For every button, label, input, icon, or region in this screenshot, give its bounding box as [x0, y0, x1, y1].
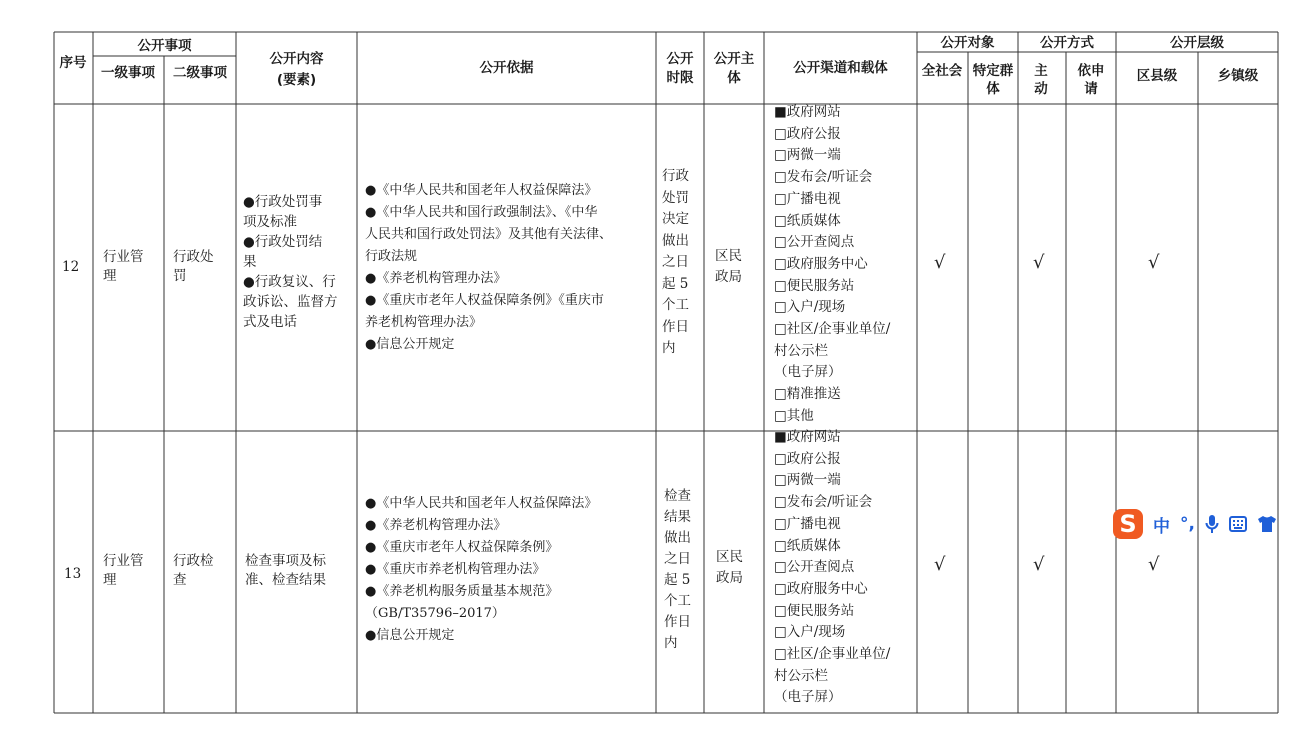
- header-level-group: 公开层级: [1170, 35, 1224, 51]
- row13-level1: 行业管 理: [103, 553, 144, 588]
- row13-level2: 行政检 查: [173, 553, 214, 588]
- header-level2: 二级事项: [173, 65, 227, 81]
- row13-check-active: √: [1033, 554, 1045, 575]
- ime-toolbar[interactable]: [1113, 507, 1310, 541]
- microphone-icon[interactable]: [1205, 514, 1219, 534]
- row12-time-limit: 行政 处罚 决定 做出 之日 起 5 个工 作日 内: [662, 168, 689, 356]
- header-method-group: 公开方式: [1040, 35, 1094, 51]
- header-basis: 公开依据: [479, 60, 534, 76]
- header-target-specific: 特定群体: [972, 63, 1014, 97]
- row13-time-limit: 检查 结果 做出 之日 起 5 个工 作日 内: [664, 488, 691, 651]
- ime-punctuation-toggle[interactable]: °,: [1180, 514, 1195, 534]
- row13-channels: ■政府网站 □政府公报 □两微一端 □发布会/听证会 □广播电视 □纸质媒体 □公开查阅点 □政府服务中心 □便民服务站 □入户/现场 □社区/企事业单位/ 村公示栏 （电子屏）: [774, 429, 891, 706]
- row12-check-all: √: [934, 252, 946, 273]
- ime-logo-icon[interactable]: S: [1113, 509, 1143, 539]
- keyboard-icon[interactable]: [1229, 515, 1247, 533]
- header-level-town: 乡镇级: [1217, 68, 1259, 84]
- row12-basis: ●《中华人民共和国老年人权益保障法》 ●《中华人民共和国行政强制法》、《中华 人民共和国行政处罚法》及其他有关法律、 行政法规 ●《养老机构管理办法》 ●《重庆市老年人权益保障条例》《重庆市 养老机构管理办法》 ●信息公开规定: [365, 183, 613, 352]
- row13-check-county: √: [1148, 554, 1160, 575]
- header-level1: 一级事项: [101, 65, 155, 81]
- row12-subject: 区民 政局: [715, 248, 742, 285]
- row12-content: ●行政处罚事 项及标准 ●行政处罚结 果 ●行政复议、行 政诉讼、监督方 式及电话: [243, 194, 338, 330]
- header-target-all: 全社会: [921, 63, 963, 79]
- header-method-active: 主动: [1034, 63, 1048, 97]
- row13-seq: 13: [64, 566, 82, 582]
- header-method-request: 依申请: [1077, 63, 1105, 97]
- row12-channels: ■政府网站 □政府公报 □两微一端 □发布会/听证会 □广播电视 □纸质媒体 □公开查阅点 □政府服务中心 □便民服务站 □入户/现场 □社区/企事业单位/ 村公示栏 （电子屏） □精准推送 □其他: [774, 104, 891, 424]
- shirt-icon[interactable]: [1257, 515, 1277, 533]
- header-subject: 公开主体: [713, 51, 755, 86]
- header-matter-group: 公开事项: [137, 38, 192, 54]
- row12-level1: 行业管 理: [103, 249, 144, 284]
- header-channel: 公开渠道和载体: [793, 60, 888, 76]
- row13-basis: ●《中华人民共和国老年人权益保障法》 ●《养老机构管理办法》 ●《重庆市老年人权益保障条例》 ●《重庆市养老机构管理办法》 ●《养老机构服务质量基本规范》 （GB/T35796–2017） ●信息公开规定: [365, 496, 598, 643]
- header-level-county: 区县级: [1136, 68, 1178, 84]
- row12-level2: 行政处 罚: [173, 249, 214, 284]
- row13-check-all: √: [934, 554, 946, 575]
- header-content-sub: (要素): [276, 72, 317, 88]
- row12-check-active: √: [1033, 252, 1045, 273]
- header-seq: 序号: [59, 55, 87, 71]
- ime-chinese-mode-toggle[interactable]: 中: [1153, 516, 1170, 537]
- row13-subject: 区民 政局: [716, 549, 743, 586]
- header-content: 公开内容: [269, 51, 324, 67]
- row13-content: 检查事项及标 准、检查结果: [245, 553, 326, 588]
- header-target-group: 公开对象: [940, 35, 995, 51]
- row12-check-county: √: [1148, 252, 1160, 273]
- header-time-limit: 公开时限: [666, 51, 694, 86]
- row12-seq: 12: [62, 259, 80, 275]
